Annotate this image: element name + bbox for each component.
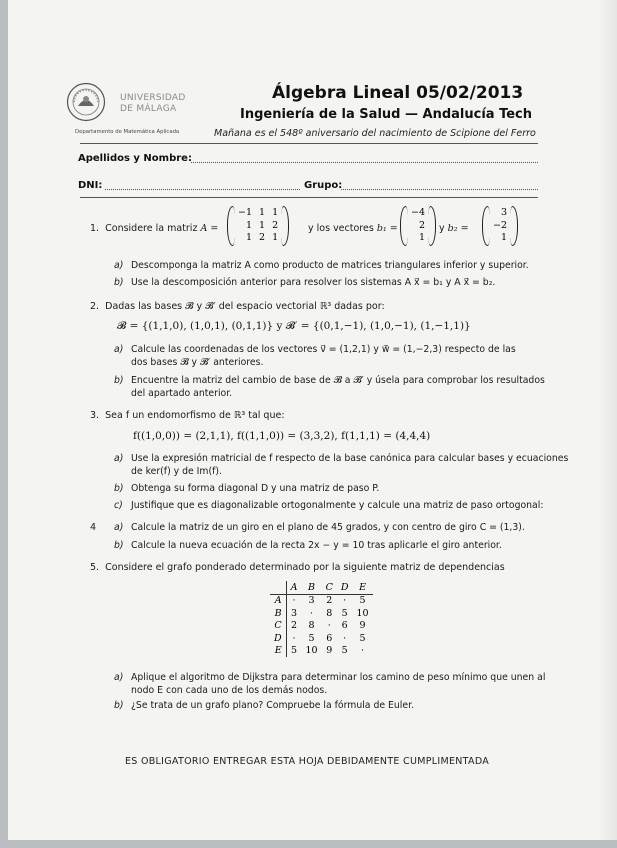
table-row bbox=[270, 594, 373, 607]
table-cell: 2 bbox=[291, 620, 298, 632]
q5-a-text: Aplique el algoritmo de Dijkstra para determinar los camino de peso mínimo que unen al nodo E con cada uno de los demás nodos. bbox=[131, 672, 546, 696]
matrix-a-entry: 2 bbox=[259, 232, 266, 244]
exam-motto: Mañana es el 548º aniversario del nacimiento de Scipione del Ferro bbox=[214, 128, 536, 139]
q3-intro: 3. Sea f un endomorfismo de ℝ³ tal que: bbox=[90, 410, 285, 421]
table-cell: · bbox=[292, 595, 296, 607]
footer-notice: ES OBLIGATORIO ENTREGAR ESTA HOJA DEBIDAMENTE CUMPLIMENTADA bbox=[125, 756, 490, 767]
table-cell: 5 bbox=[341, 645, 348, 657]
table-column-header: C bbox=[322, 581, 337, 594]
q1-a-label: a) bbox=[114, 260, 124, 271]
matrix-a bbox=[227, 206, 289, 246]
q1-b-text: Use la descomposición anterior para resolver los sistemas A x⃗ = b₁ y A x⃗ = b₂. bbox=[131, 277, 496, 288]
vector-b2-entry: 3 bbox=[500, 207, 508, 219]
q5-b-label: b) bbox=[114, 700, 124, 711]
table-column-header: B bbox=[302, 581, 322, 594]
table-cell: 10 bbox=[305, 645, 318, 657]
matrix-a-entry: 1 bbox=[272, 207, 279, 219]
matrix-a-entry: 1 bbox=[245, 219, 253, 231]
vector-b1-entry: −4 bbox=[411, 207, 426, 219]
table-cell: · bbox=[343, 595, 347, 607]
matrix-a-entry: 1 bbox=[259, 207, 266, 219]
table-cell: 9 bbox=[326, 645, 333, 657]
vector-b1-entry: 1 bbox=[418, 232, 426, 244]
q5-a-label: a) bbox=[114, 672, 124, 683]
department-name: Departamento de Matemática Aplicada bbox=[75, 129, 180, 135]
q3-c-label: c) bbox=[114, 500, 123, 511]
exam-title: Álgebra Lineal 05/02/2013 bbox=[272, 83, 524, 103]
header-divider bbox=[80, 143, 538, 144]
matrix-a-entry: 1 bbox=[272, 232, 279, 244]
vector-b2 bbox=[482, 206, 518, 246]
matrix-a-entry: 1 bbox=[259, 219, 266, 231]
vector-b2-entry: −2 bbox=[493, 219, 508, 231]
table-row-header: E bbox=[270, 645, 286, 658]
vector-b1-entry: 2 bbox=[418, 219, 426, 231]
q2-a-text: Calcule las coordenadas de los vectores v⃗ = (1,2,1) y w⃗ = (1,−2,3) respecto de las dos bases 𝓑 y 𝓑′ anteriores. bbox=[131, 344, 516, 368]
table-cell: 2 bbox=[326, 595, 333, 607]
q2-intro: 2. Dadas las bases 𝓑 y 𝓑′ del espacio vectorial ℝ³ dadas por: bbox=[90, 301, 385, 312]
page-edge-shadow bbox=[599, 0, 617, 840]
table-cell: · bbox=[343, 632, 347, 644]
group-field-line[interactable] bbox=[341, 189, 538, 190]
fields-divider bbox=[80, 197, 538, 198]
q4-number: 4 bbox=[90, 522, 97, 533]
table-cell: 5 bbox=[359, 595, 366, 607]
name-field-label: Apellidos y Nombre: bbox=[78, 153, 192, 164]
matrix-a-entry: 2 bbox=[272, 219, 279, 231]
exam-subtitle: Ingeniería de la Salud — Andalucía Tech bbox=[240, 107, 532, 122]
q4-a-text: Calcule la matriz de un giro en el plano de 45 grados, y con centro de giro C = (1,3). bbox=[131, 522, 525, 533]
table-row bbox=[270, 620, 373, 633]
q5-intro: 5. Considere el grafo ponderado determinado por la siguiente matriz de dependencias bbox=[90, 562, 505, 573]
table-corner bbox=[270, 581, 286, 594]
q2-b-label: b) bbox=[114, 375, 124, 386]
name-field-line[interactable] bbox=[191, 162, 538, 163]
matrix-a-entry: 1 bbox=[245, 232, 253, 244]
table-cell: · bbox=[292, 632, 296, 644]
table-row-header: B bbox=[270, 607, 286, 620]
table-row bbox=[270, 645, 373, 658]
q1-and-text: y b₂ = bbox=[439, 223, 469, 234]
q4-b-text: Calcule la nueva ecuación de la recta 2x − y = 10 tras aplicarle el giro anterior. bbox=[131, 540, 502, 551]
table-cell: 8 bbox=[308, 620, 315, 632]
table-cell: 10 bbox=[356, 607, 369, 619]
q2-a-label: a) bbox=[114, 344, 124, 355]
q1-b-label: b) bbox=[114, 277, 124, 288]
table-cell: 9 bbox=[359, 620, 366, 632]
q1-vectors-text: y los vectores b₁ = bbox=[308, 223, 398, 234]
dependency-matrix-table bbox=[270, 581, 373, 657]
exam-sheet bbox=[8, 0, 617, 840]
q1-intro: 1. Considere la matriz A = bbox=[90, 223, 219, 234]
university-seal-icon bbox=[66, 82, 106, 122]
table-cell: 3 bbox=[291, 607, 298, 619]
q2-bases: 𝓑 = {(1,1,0), (1,0,1), (0,1,1)} y 𝓑′ = {(0,1,−1), (1,0,−1), (1,−1,1)} bbox=[117, 320, 471, 332]
q3-a-label: a) bbox=[114, 453, 124, 464]
table-cell: 5 bbox=[341, 607, 348, 619]
q2-b-text: Encuentre la matriz del cambio de base de 𝓑 a 𝓑′ y úsela para comprobar los resultados del apartado anterior. bbox=[131, 375, 545, 399]
table-cell: · bbox=[361, 645, 365, 657]
q3-a-text: Use la expresión matricial de f respecto de la base canónica para calcular bases y ecuaciones de ker(f) y de Im(f). bbox=[131, 453, 569, 477]
q4-a-label: a) bbox=[114, 522, 124, 533]
table-cell: 8 bbox=[326, 607, 333, 619]
table-cell: 5 bbox=[308, 632, 315, 644]
table-column-header: D bbox=[337, 581, 353, 594]
q4-b-label: b) bbox=[114, 540, 124, 551]
table-column-header: A bbox=[286, 581, 301, 594]
q5-b-text: ¿Se trata de un grafo plano? Compruebe la fórmula de Euler. bbox=[131, 700, 415, 711]
group-field-label: Grupo: bbox=[304, 180, 343, 191]
q1-a-text: Descomponga la matriz A como producto de matrices triangulares inferior y superior. bbox=[131, 260, 529, 271]
table-row bbox=[270, 632, 373, 645]
table-header-row bbox=[270, 581, 373, 594]
table-cell: 6 bbox=[341, 620, 348, 632]
table-cell: 5 bbox=[291, 645, 298, 657]
table-cell: · bbox=[327, 620, 331, 632]
table-row-header: C bbox=[270, 620, 286, 633]
matrix-a-entry: −1 bbox=[238, 207, 253, 219]
vector-b1 bbox=[400, 206, 436, 246]
dni-field-label: DNI: bbox=[78, 180, 103, 191]
q3-c-text: Justifique que es diagonalizable ortogonalmente y calcule una matriz de paso ortogonal: bbox=[131, 500, 544, 511]
table-cell: · bbox=[310, 607, 314, 619]
table-row-header: D bbox=[270, 632, 286, 645]
dni-field-line[interactable] bbox=[105, 189, 300, 190]
table-cell: 6 bbox=[326, 632, 333, 644]
university-name: UNIVERSIDAD DE MÁLAGA bbox=[120, 93, 186, 114]
table-cell: 5 bbox=[359, 632, 366, 644]
table-row bbox=[270, 607, 373, 620]
vector-b2-entry: 1 bbox=[500, 232, 508, 244]
q3-equation: f((1,0,0)) = (2,1,1), f((1,1,0)) = (3,3,2), f(1,1,1) = (4,4,4) bbox=[133, 430, 431, 442]
table-cell: 3 bbox=[308, 595, 315, 607]
table-row-header: A bbox=[270, 594, 286, 607]
q3-b-text: Obtenga su forma diagonal D y una matriz de paso P. bbox=[131, 483, 380, 494]
q3-b-label: b) bbox=[114, 483, 124, 494]
table-column-header: E bbox=[353, 581, 373, 594]
